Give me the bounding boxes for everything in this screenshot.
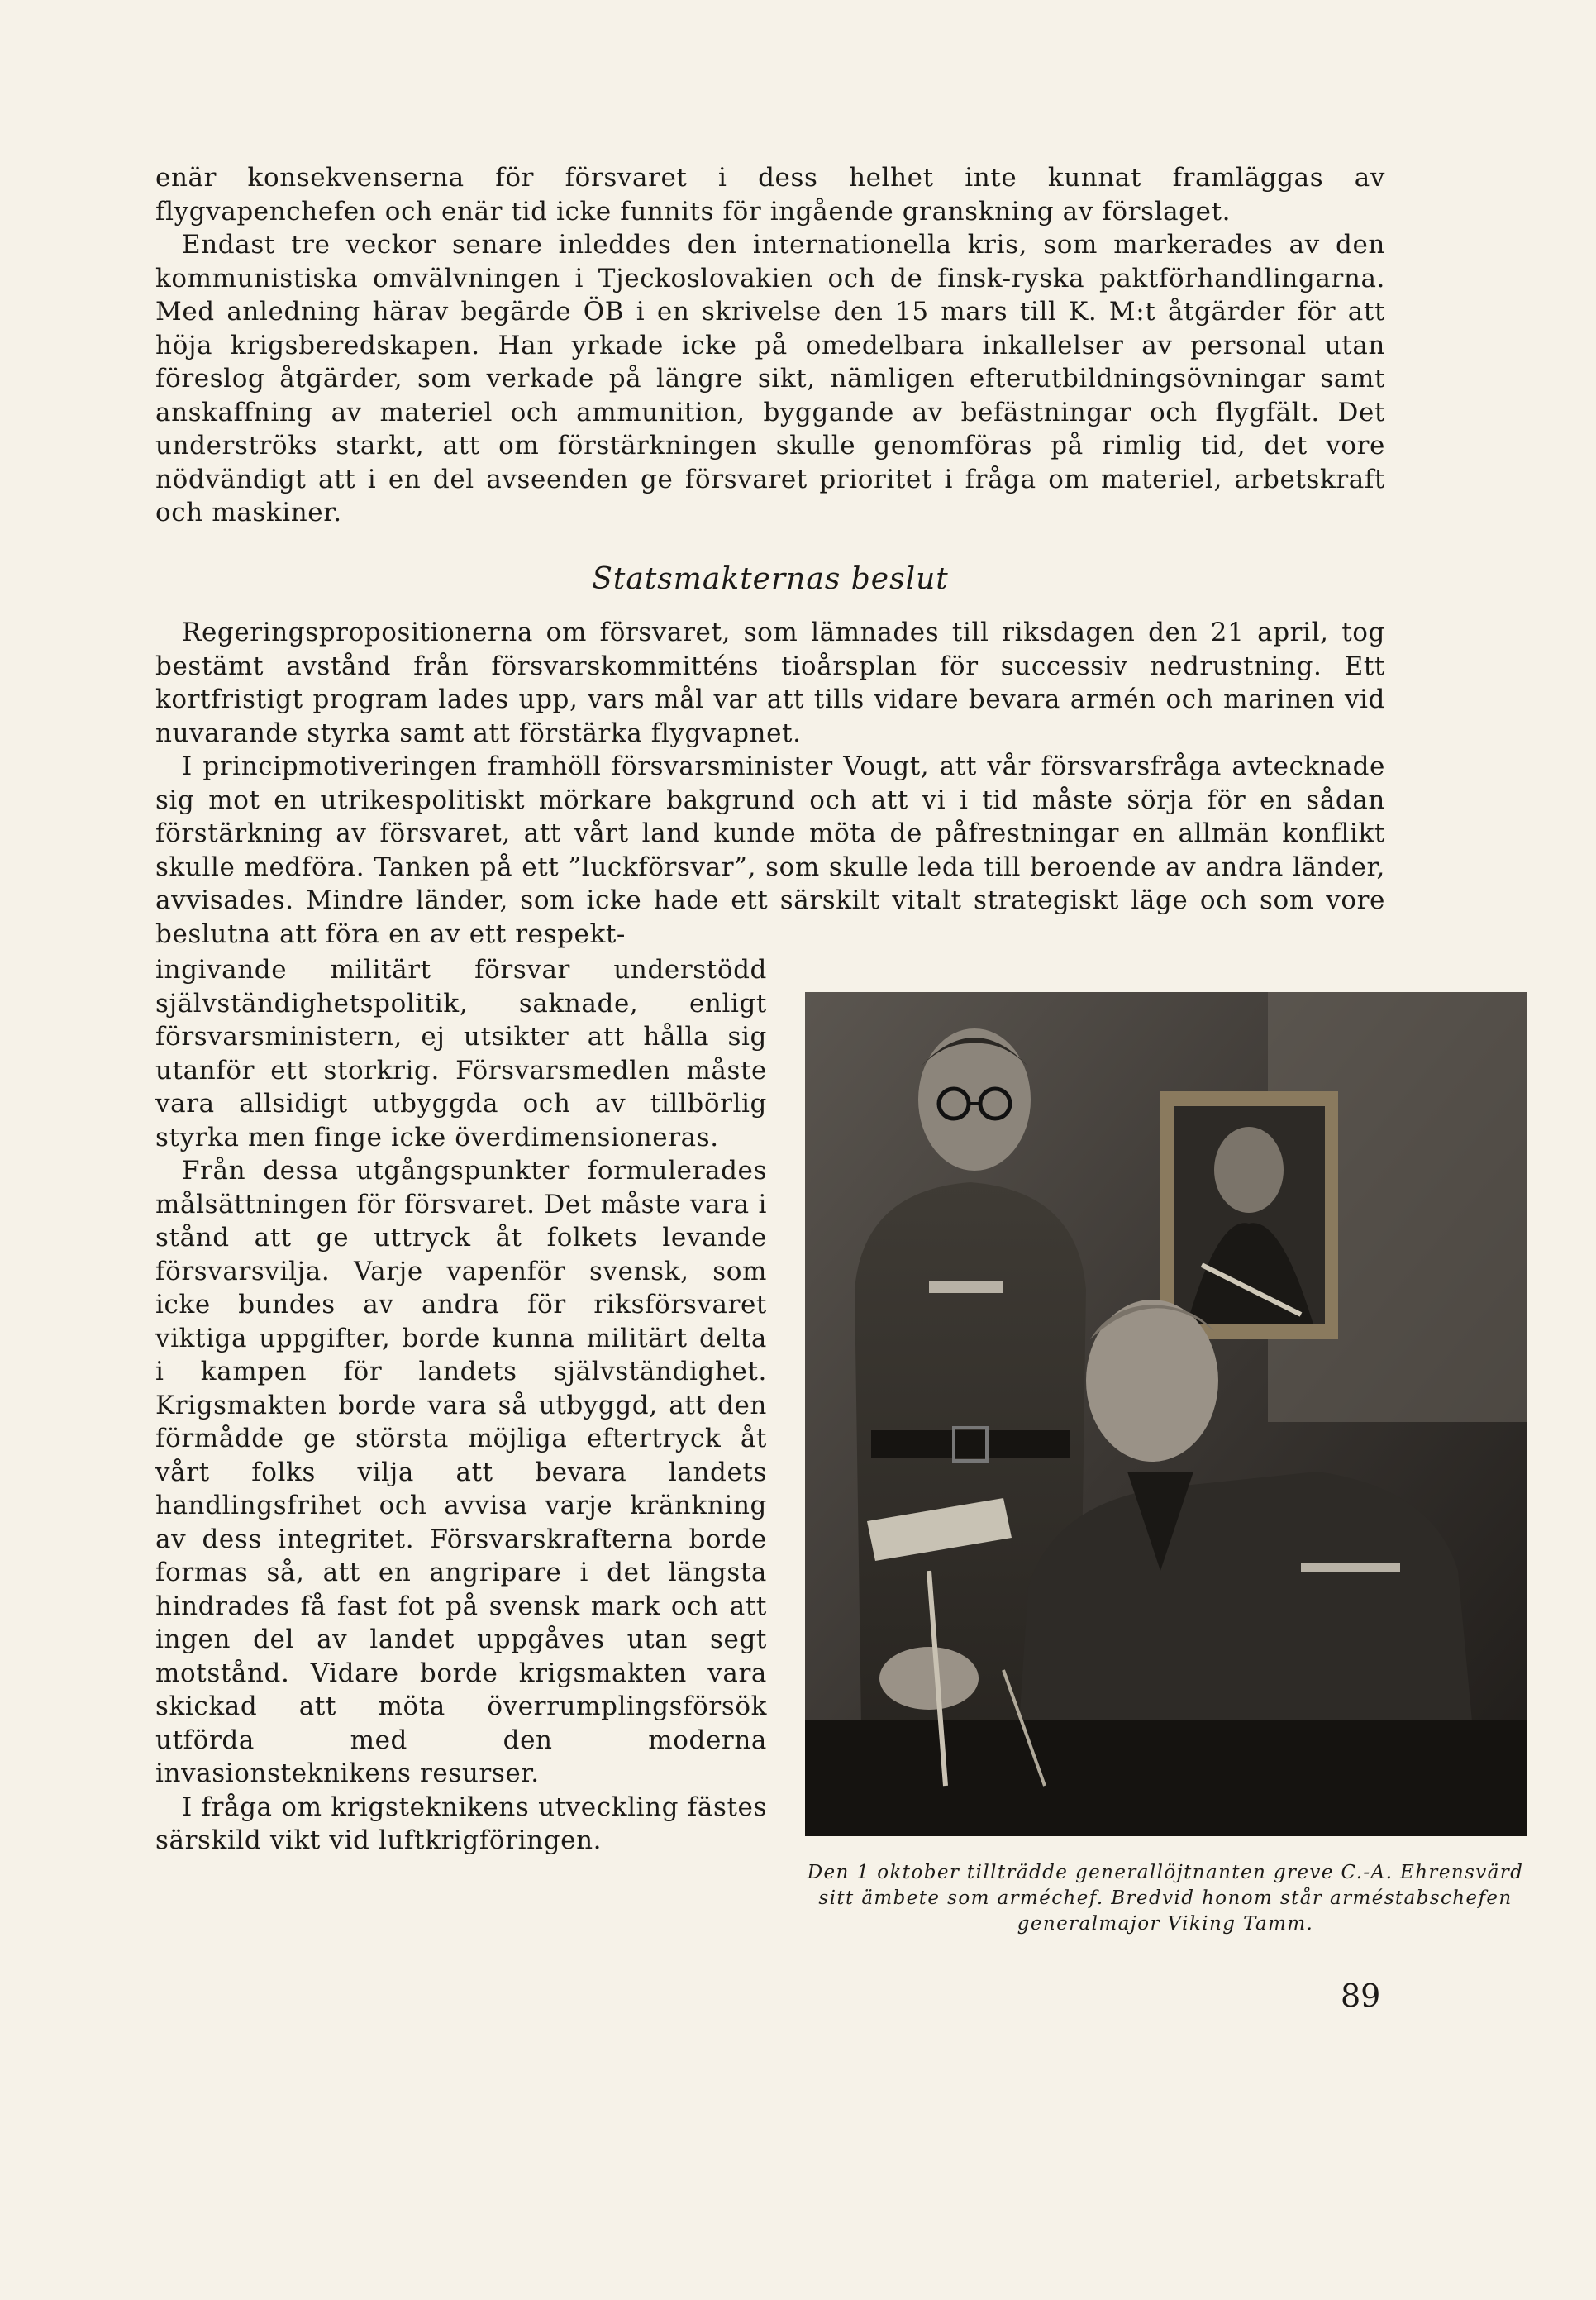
paragraph: Regeringspropositionerna om försvaret, som lämnades till riksdagen den 21 april, tog bestämt avstånd från försvarskommitténs tioårsplan för successiv nedrustning. Ett kortfristigt program lades upp, vars mål var att tills vidare bevara armén och marinen vid nuvarande styrka samt att förstärka flygvapnet. [155,618,1385,748]
section-heading: Statsmakternas beslut [592,562,949,596]
paragraph: ingivande militärt försvar understödd självständighetspolitik, saknade, enligt försvarsministern, ej utsikter att hålla sig utanför ett storkrig. Försvarsmedlen måste vara allsidigt utbyggda och av tillbörlig styrka men finge icke överdimensioneras. [155,955,767,1152]
photo-caption: Den 1 oktober tillträdde generallöjtnanten greve C.-A. Ehrensvärd sitt ämbete som arméchef. Bredvid honom står arméstabschefen generalmajor Viking Tamm. [807,1862,1524,1935]
paragraph: enär konsekvenserna för försvaret i dess helhet inte kunnat framläggas av flygvapenchefen och enär tid icke funnits för ingående granskning av förslaget. [155,163,1385,227]
paragraph: Från dessa utgångspunkter formulerades målsättningen för försvaret. Det måste vara i stånd att ge uttryck åt folkets levande försvarsvilja. Varje vapenför svensk, som icke bundes av andra för riksförsvaret viktiga uppgifter, borde kunna militärt delta i kampen för landets självständighet. Krigsmakten borde vara så utbyggd, att den förmådde ge största möjliga eftertryck åt vårt folks vilja att bevara landets handlingsfrihet och avvisa varje kränkning av dess integritet. Försvarskrafterna borde formas så, att en angripare i det längsta hindrades få fast fot på svensk mark och att ingen del av landet uppgåves utan segt motstånd. Vidare borde krigsmakten vara skickad att möta överrumplingsförsök utförda med den moderna invasionsteknikens resurser. [155,1156,767,1788]
desk [805,1720,1527,1836]
paragraph: Endast tre veckor senare inleddes den internationella kris, som markerades av den kommunistiska omvälvningen i Tjeckoslovakien och de finsk-ryska paktförhandlingarna. Med anledning härav begärde ÖB i en skrivelse den 15 mars till K. M:t åtgärder för att höja krigsberedskapen. Han yrkade icke på omedelbara inkallelser av personal utan föreslog åtgärder, som verkade på längre sikt, nämligen efterutbildningsövningar samt anskaffning av materiel och ammunition, byggande av befästningar och flygfält. Det underströks starkt, att om förstärkningen skulle genomföras på rimlig tid, det vore nödvändigt att i en del avseenden ge försvaret prioritet i fråga om materiel, arbetskraft och maskiner. [155,230,1385,527]
framed-portrait [1160,1091,1338,1339]
left-column-text [155,953,767,1858]
section-text-block [155,616,1385,951]
photograph [805,992,1527,1836]
paragraph: I fråga om krigsteknikens utveckling fästes särskild vikt vid luftkrigföringen. [155,1792,767,1855]
officers-photo-illustration [805,992,1527,1836]
paragraph: I principmotiveringen framhöll försvarsminister Vougt, att vår försvarsfråga avtecknade sig mot en utrikespolitiskt mörkare bakgrund och att vi i tid måste sörja för en sådan förstärkning av försvaret, att vårt land kunde möta de påfrestningar en allmän konflikt skulle medföra. Tanken på ett ”luckförsvar”, som skulle leda till beroende av andra länder, avvisades. Mindre länder, som icke hade ett särskilt vitalt strategiskt läge och som vore beslutna att föra en av ett respekt- [155,752,1385,949]
page-number: 89 [1341,1978,1381,2014]
intro-text-block [155,161,1385,530]
